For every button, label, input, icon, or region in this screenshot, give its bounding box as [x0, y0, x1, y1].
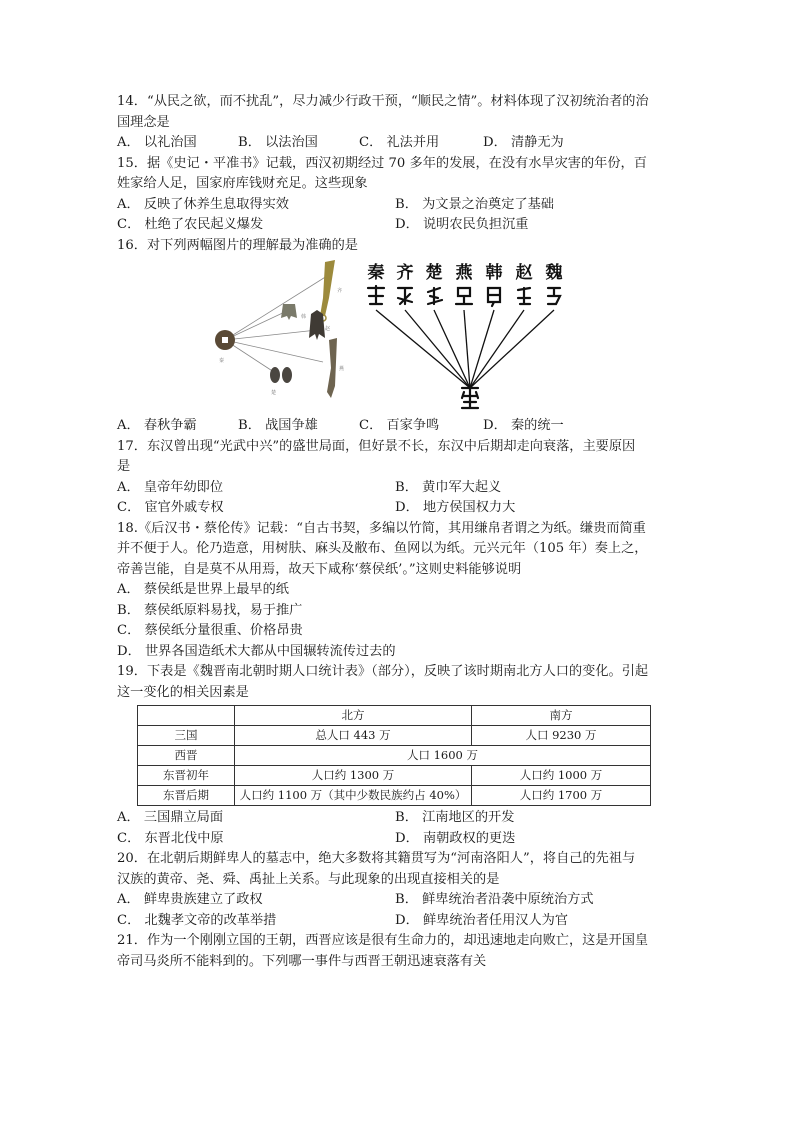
exam-page: [117, 92, 677, 972]
q20-option-b: B． 鲜卑统治者沿袭中原统治方式: [395, 892, 594, 907]
q19-option-b: B． 江南地区的开发: [395, 810, 515, 825]
state-han-label: 韩: [485, 263, 503, 282]
table-header-row: [138, 706, 651, 726]
q15-stem-line1: 15．据《史记・平准书》记载，西汉初期经过 70 多年的发展，在没有水旱灾害的年份，百: [117, 155, 647, 171]
q20-option-d: D． 鲜卑统治者任用汉人为官: [395, 912, 569, 928]
q16-option-a: A． 春秋争霸: [117, 418, 197, 433]
population-table: [137, 705, 651, 806]
state-yan-label: 燕: [455, 263, 473, 282]
q20-option-a: A． 鲜卑贵族建立了政权: [117, 892, 263, 907]
table-header-cell: 北方: [235, 706, 472, 726]
q19-option-c: C． 东晋北伐中原: [117, 830, 224, 846]
q17-option-b: B． 黄巾军大起义: [395, 479, 502, 495]
q19-option-a: A． 三国鼎立局面: [117, 810, 224, 825]
table-row: [138, 726, 651, 746]
q19-options-row1: [117, 808, 677, 829]
q20-stem-line1: 20．在北朝后期鲜卑人的墓志中，绝大多数将其籍贯写为“河南洛阳人”，将自己的先祖与: [117, 851, 636, 866]
seal-script-glyph: [462, 386, 478, 408]
q17-options-row1: [117, 478, 677, 499]
q19-option-d: D． 南朝政权的更迭: [395, 830, 516, 846]
q18-stem-line2: 并不便于人。伦乃造意，用树肤、麻头及敝布、鱼网以为纸。元兴元年（105 年）奏上之，: [117, 541, 648, 556]
knife-coin-2-icon: [327, 338, 337, 398]
table-cell-period: 西晋: [138, 746, 235, 766]
table-cell-south: 人口 9230 万: [472, 726, 651, 746]
q20-options-row1: [117, 890, 677, 911]
svg-text:燕: 燕: [339, 366, 345, 372]
table-row: [138, 766, 651, 786]
q15-options-row1: [117, 195, 677, 216]
q16-figures: [117, 256, 677, 416]
q14-option-d: D． 清静无为: [483, 135, 564, 150]
q18-stem-line3: 帝善岂能，自是莫不从用焉，故天下咸称‘蔡侯纸’。”这则史料能够说明: [117, 561, 522, 577]
table-cell-south: 人口约 1700 万: [472, 786, 651, 806]
q18-option-a: A． 蔡侯纸是世界上最早的纸: [117, 582, 289, 597]
table-row: [138, 746, 651, 766]
q14-stem-line1: 14．“从民之欲，而不扰乱”，尽力减少行政干预，“顺民之情”。材料体现了汉初统治者的治: [117, 94, 649, 109]
table-cell-period: 三国: [138, 726, 235, 746]
q16-option-b: B． 战国争雄: [238, 418, 318, 433]
q19-stem-line1: 19．下表是《魏晋南北朝时期人口统计表》（部分），反映了该时期南北方人口的变化。引起: [117, 664, 649, 679]
q14-option-c: C． 礼法并用: [359, 135, 440, 150]
table-header-cell: [138, 706, 235, 726]
q14-option-b: B． 以法治国: [238, 135, 318, 150]
q17-options-row2: [117, 498, 677, 519]
q15-option-a: A． 反映了休养生息取得实效: [117, 196, 289, 212]
q15-option-c: C． 杜绝了农民起义爆发: [117, 217, 264, 232]
state-chu-label: 楚: [425, 263, 443, 282]
q17-option-a: A． 皇帝年幼即位: [117, 479, 224, 495]
table-cell-period: 东晋后期: [138, 786, 235, 806]
knife-coin-icon: [320, 260, 335, 316]
table-row: [138, 786, 651, 806]
q16-options: [117, 416, 677, 437]
q15-option-d: D． 说明农民负担沉重: [395, 217, 529, 232]
table-cell-north: 总人口 443 万: [235, 726, 472, 746]
ant-nose-coin-icon: [270, 367, 280, 383]
q17-option-d: D． 地方侯国权力大: [395, 500, 516, 515]
svg-text:秦: 秦: [219, 358, 225, 364]
svg-text:齐: 齐: [337, 288, 343, 294]
q16-option-d: D． 秦的统一: [483, 418, 564, 433]
q21-stem-line2: 帝司马炎所不能料到的。下列哪一事件与西晋王朝迅速衰落有关: [117, 953, 487, 969]
svg-text:韩: 韩: [301, 314, 307, 320]
table-cell-merged: 人口 1600 万: [235, 746, 651, 766]
q20-option-c: C． 北魏孝文帝的改革举措: [117, 912, 277, 928]
q14-options: [117, 133, 677, 154]
q20-options-row2: [117, 911, 677, 932]
spade-coin-icon: [281, 304, 297, 320]
state-qin-label: 秦: [367, 263, 385, 282]
q18-option-d: D． 世界各国造纸术大都从中国辗转流传过去的: [117, 643, 396, 659]
q17-stem-line2: 是: [117, 459, 131, 474]
q17-option-c: C． 宦官外戚专权: [117, 500, 224, 515]
script-unification-figure: [358, 258, 578, 414]
q14-option-a: A． 以礼治国: [117, 135, 197, 150]
convergence-lines: [376, 310, 554, 388]
state-zhao-label: 赵: [515, 263, 533, 282]
table-cell-south: 人口约 1000 万: [472, 766, 651, 786]
state-qi-label: 齐: [396, 263, 414, 282]
q21-stem-line1: 21．作为一个刚刚立国的王朝，西晋应该是很有生命力的，却迅速地走向败亡，这是开国皇: [117, 933, 649, 948]
q18-stem-line1: 18.《后汉书・蔡伦传》记载：“自古书契，多编以竹简，其用缣帛者谓之为纸。缣贵而简重: [117, 520, 646, 536]
q18-option-c: C． 蔡侯纸分量很重、价格昂贵: [117, 623, 303, 638]
state-wei-label: 魏: [545, 263, 563, 282]
q18-option-b: B． 蔡侯纸原料易找，易于推广: [117, 602, 303, 618]
q17-stem-line1: 17．东汉曾出现“光武中兴”的盛世局面，但好景不长，东汉中后期却走向衰落，主要原因: [117, 438, 636, 454]
q16-option-c: C． 百家争鸣: [359, 418, 440, 433]
svg-text:赵: 赵: [325, 326, 331, 332]
table-cell-north: 人口约 1100 万（其中少数民族约占 40%）: [235, 786, 472, 806]
table-cell-period: 东晋初年: [138, 766, 235, 786]
svg-text:楚: 楚: [271, 390, 277, 396]
q19-options-row2: [117, 829, 677, 850]
q15-option-b: B． 为文景之治奠定了基础: [395, 196, 554, 212]
table-header-cell: 南方: [472, 706, 651, 726]
q15-options-row2: [117, 215, 677, 236]
q14-stem-line2: 国理念是: [117, 114, 170, 130]
table-cell-north: 人口约 1300 万: [235, 766, 472, 786]
q19-stem-line2: 这一变化的相关因素是: [117, 684, 249, 700]
q15-stem-line2: 姓家给人足，国家府库钱财充足。这些现象: [117, 176, 368, 191]
q16-stem: 16．对下列两幅图片的理解最为准确的是: [117, 237, 358, 253]
coin-figure: [207, 258, 357, 414]
q20-stem-line2: 汉族的黄帝、尧、舜、禹扯上关系。与此现象的出现直接相关的是: [117, 871, 500, 887]
ancient-glyphs: [368, 286, 560, 306]
